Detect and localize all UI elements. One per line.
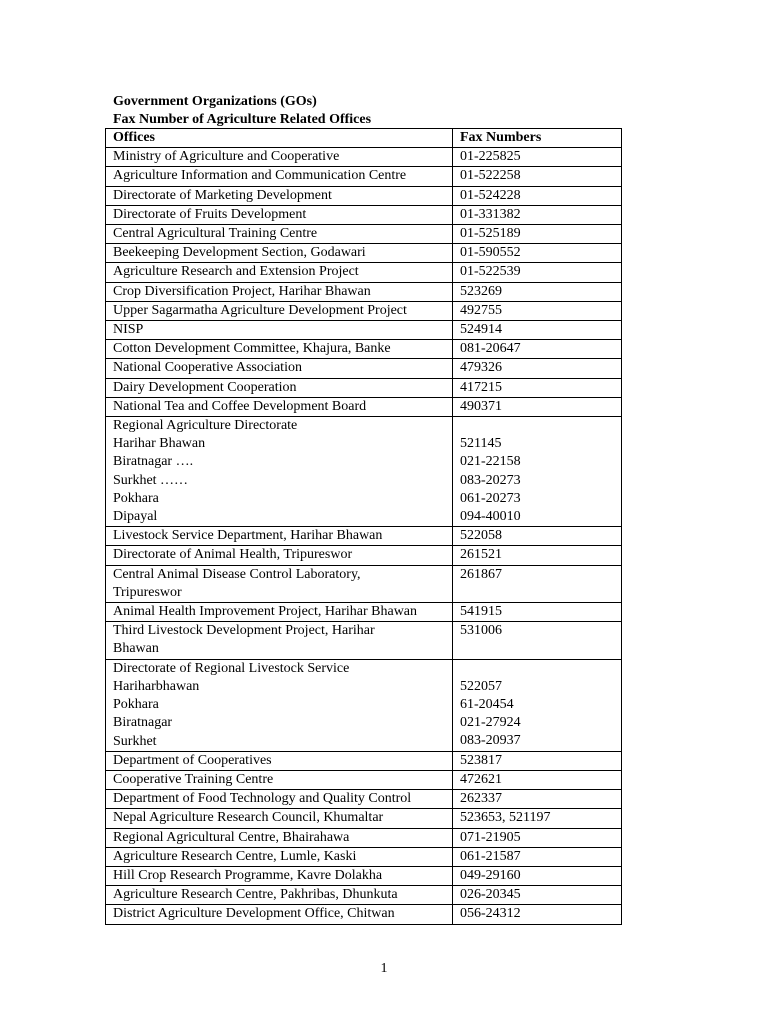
office-cell bbox=[106, 244, 453, 263]
fax-cell bbox=[453, 659, 622, 751]
fax-number: 479326 bbox=[460, 360, 502, 376]
office-name: Ministry of Agriculture and Cooperative bbox=[113, 149, 340, 165]
office-name: Agriculture Research and Extension Project bbox=[113, 264, 359, 280]
office-cell bbox=[106, 225, 453, 244]
office-cell bbox=[106, 546, 453, 565]
fax-number: 523817 bbox=[460, 752, 502, 768]
office-name: Dairy Development Cooperation bbox=[113, 379, 297, 395]
office-cell bbox=[106, 659, 453, 751]
table-row bbox=[106, 359, 622, 378]
fax-number: 01-525189 bbox=[460, 226, 521, 242]
fax-number: 417215 bbox=[460, 379, 502, 395]
fax-cell bbox=[453, 397, 622, 416]
fax-number: 522057 bbox=[460, 678, 502, 694]
fax-number: 026-20345 bbox=[460, 887, 521, 903]
office-cell bbox=[106, 905, 453, 924]
office-cell bbox=[106, 282, 453, 301]
table-row bbox=[106, 886, 622, 905]
office-name: Nepal Agriculture Research Council, Khumaltar bbox=[113, 810, 384, 826]
fax-cell bbox=[453, 282, 622, 301]
fax-number: 262337 bbox=[460, 791, 502, 807]
table-row bbox=[106, 905, 622, 924]
fax-table bbox=[105, 128, 622, 925]
office-cell bbox=[106, 321, 453, 340]
fax-cell bbox=[453, 905, 622, 924]
office-name: Biratnagar bbox=[113, 715, 173, 731]
office-cell bbox=[106, 622, 453, 659]
table-row bbox=[106, 809, 622, 828]
table-row bbox=[106, 378, 622, 397]
office-name: Regional Agricultural Centre, Bhairahawa bbox=[113, 829, 350, 845]
table-row bbox=[106, 263, 622, 282]
office-name: Regional Agriculture Directorate bbox=[113, 418, 298, 434]
fax-number: 021-22158 bbox=[460, 454, 521, 470]
office-cell bbox=[106, 378, 453, 397]
table-row bbox=[106, 186, 622, 205]
office-name: Department of Cooperatives bbox=[113, 752, 272, 768]
office-cell bbox=[106, 205, 453, 224]
office-cell bbox=[106, 847, 453, 866]
fax-cell bbox=[453, 828, 622, 847]
office-cell bbox=[106, 565, 453, 602]
office-cell bbox=[106, 359, 453, 378]
office-name: Third Livestock Development Project, Harihar bbox=[113, 623, 375, 639]
office-cell bbox=[106, 340, 453, 359]
fax-number: 541915 bbox=[460, 604, 502, 620]
office-name: Tripureswor bbox=[113, 584, 182, 600]
office-name: Biratnagar …. bbox=[113, 454, 194, 470]
table-row bbox=[106, 622, 622, 659]
table-row bbox=[106, 659, 622, 751]
office-name: Central Agricultural Training Centre bbox=[113, 226, 318, 242]
office-cell bbox=[106, 167, 453, 186]
fax-cell bbox=[453, 148, 622, 167]
fax-cell bbox=[453, 527, 622, 546]
fax-number: 071-21905 bbox=[460, 829, 521, 845]
table-row bbox=[106, 148, 622, 167]
fax-number: 01-331382 bbox=[460, 206, 521, 222]
table-row bbox=[106, 847, 622, 866]
fax-cell bbox=[453, 301, 622, 320]
fax-number: 049-29160 bbox=[460, 867, 521, 883]
fax-cell bbox=[453, 244, 622, 263]
fax-cell bbox=[453, 866, 622, 885]
fax-cell bbox=[453, 565, 622, 602]
fax-number: 01-590552 bbox=[460, 245, 521, 261]
fax-cell bbox=[453, 790, 622, 809]
fax-number: 472621 bbox=[460, 771, 502, 787]
fax-number: 523269 bbox=[460, 283, 502, 299]
fax-cell bbox=[453, 603, 622, 622]
office-cell bbox=[106, 751, 453, 770]
fax-cell bbox=[453, 340, 622, 359]
fax-number: 522058 bbox=[460, 528, 502, 544]
fax-cell bbox=[453, 167, 622, 186]
office-name: Hill Crop Research Programme, Kavre Dolakha bbox=[113, 867, 383, 883]
office-name: Harihar Bhawan bbox=[113, 436, 206, 452]
fax-number: 490371 bbox=[460, 398, 502, 414]
office-cell bbox=[106, 886, 453, 905]
office-name: Central Animal Disease Control Laboratory, bbox=[113, 566, 361, 582]
table-row bbox=[106, 205, 622, 224]
office-cell bbox=[106, 186, 453, 205]
fax-cell bbox=[453, 321, 622, 340]
table-row bbox=[106, 417, 622, 527]
office-name: Directorate of Marketing Development bbox=[113, 187, 332, 203]
table-row bbox=[106, 340, 622, 359]
fax-spacer bbox=[460, 660, 621, 678]
fax-number: 056-24312 bbox=[460, 906, 521, 922]
fax-cell bbox=[453, 263, 622, 282]
office-name: Cooperative Training Centre bbox=[113, 771, 274, 787]
office-name: Directorate of Regional Livestock Service bbox=[113, 660, 350, 676]
office-name: District Agriculture Development Office, Chitwan bbox=[113, 906, 395, 922]
table-row bbox=[106, 790, 622, 809]
fax-number: 081-20647 bbox=[460, 341, 521, 357]
office-cell bbox=[106, 148, 453, 167]
fax-number: 524914 bbox=[460, 322, 502, 338]
fax-table-body bbox=[106, 148, 622, 924]
fax-number: 061-21587 bbox=[460, 848, 521, 864]
office-cell bbox=[106, 770, 453, 789]
office-name: National Cooperative Association bbox=[113, 360, 302, 376]
office-cell bbox=[106, 397, 453, 416]
fax-cell bbox=[453, 186, 622, 205]
document-title: Government Organizations (GOs) bbox=[113, 94, 317, 109]
office-name: Surkhet bbox=[113, 733, 157, 749]
fax-cell bbox=[453, 205, 622, 224]
office-cell bbox=[106, 866, 453, 885]
fax-number: 523653, 521197 bbox=[460, 810, 551, 826]
fax-cell bbox=[453, 886, 622, 905]
office-name: National Tea and Coffee Development Board bbox=[113, 398, 367, 414]
fax-number: 492755 bbox=[460, 302, 502, 318]
fax-number: 01-522539 bbox=[460, 264, 521, 280]
fax-cell bbox=[453, 225, 622, 244]
office-name: Hariharbhawan bbox=[113, 678, 200, 694]
office-cell bbox=[106, 809, 453, 828]
table-row bbox=[106, 565, 622, 602]
office-name: Beekeeping Development Section, Godawari bbox=[113, 245, 366, 261]
offices-column-header: Offices bbox=[106, 129, 453, 148]
fax-cell bbox=[453, 417, 622, 527]
office-name: Directorate of Fruits Development bbox=[113, 206, 307, 222]
office-name: Department of Food Technology and Quality Control bbox=[113, 791, 412, 807]
fax-cell bbox=[453, 622, 622, 659]
fax-cell bbox=[453, 546, 622, 565]
fax-number: 094-40010 bbox=[460, 509, 521, 525]
office-name: Bhawan bbox=[113, 641, 159, 657]
fax-number: 01-524228 bbox=[460, 187, 521, 203]
table-row bbox=[106, 603, 622, 622]
fax-number: 01-225825 bbox=[460, 149, 521, 165]
fax-number: 061-20273 bbox=[460, 490, 521, 506]
fax-numbers-column-header: Fax Numbers bbox=[453, 129, 622, 148]
fax-number: 521145 bbox=[460, 436, 502, 452]
table-row bbox=[106, 321, 622, 340]
office-cell bbox=[106, 790, 453, 809]
fax-cell bbox=[453, 751, 622, 770]
office-cell bbox=[106, 527, 453, 546]
table-row bbox=[106, 770, 622, 789]
office-name: Crop Diversification Project, Harihar Bhawan bbox=[113, 283, 371, 299]
office-cell bbox=[106, 828, 453, 847]
office-name: Upper Sagarmatha Agriculture Development Project bbox=[113, 302, 407, 318]
fax-number: 01-522258 bbox=[460, 168, 521, 184]
office-name: Directorate of Animal Health, Tripureswor bbox=[113, 547, 353, 563]
table-header-row bbox=[106, 129, 622, 148]
table-row bbox=[106, 527, 622, 546]
table-row bbox=[106, 828, 622, 847]
fax-cell bbox=[453, 378, 622, 397]
fax-number: 261867 bbox=[460, 566, 502, 582]
table-row bbox=[106, 282, 622, 301]
office-cell bbox=[106, 417, 453, 527]
office-name: Agriculture Information and Communication Centre bbox=[113, 168, 407, 184]
office-name: Surkhet …… bbox=[113, 472, 189, 488]
table-row bbox=[106, 546, 622, 565]
office-name: Dipayal bbox=[113, 509, 158, 525]
fax-cell bbox=[453, 359, 622, 378]
fax-number: 61-20454 bbox=[460, 697, 514, 713]
office-name: NISP bbox=[113, 322, 144, 338]
office-name: Pokhara bbox=[113, 490, 159, 506]
fax-number: 083-20273 bbox=[460, 472, 521, 488]
office-cell bbox=[106, 263, 453, 282]
fax-cell bbox=[453, 847, 622, 866]
office-name: Cotton Development Committee, Khajura, Banke bbox=[113, 341, 391, 357]
office-cell bbox=[106, 603, 453, 622]
fax-number: 021-27924 bbox=[460, 715, 521, 731]
fax-number: 083-20937 bbox=[460, 733, 521, 749]
table-row bbox=[106, 301, 622, 320]
fax-number: 531006 bbox=[460, 623, 502, 639]
office-name: Pokhara bbox=[113, 697, 159, 713]
fax-spacer bbox=[460, 417, 621, 435]
table-row bbox=[106, 244, 622, 263]
fax-cell bbox=[453, 770, 622, 789]
fax-cell bbox=[453, 809, 622, 828]
office-cell bbox=[106, 301, 453, 320]
office-name: Agriculture Research Centre, Lumle, Kaski bbox=[113, 848, 357, 864]
table-row bbox=[106, 751, 622, 770]
office-name: Animal Health Improvement Project, Harihar Bhawan bbox=[113, 604, 418, 620]
table-row bbox=[106, 167, 622, 186]
office-name: Livestock Service Department, Harihar Bhawan bbox=[113, 528, 383, 544]
table-caption: Fax Number of Agriculture Related Offices bbox=[113, 112, 372, 127]
office-name: Agriculture Research Centre, Pakhribas, Dhunkuta bbox=[113, 887, 398, 903]
fax-number: 261521 bbox=[460, 547, 502, 563]
table-row bbox=[106, 225, 622, 244]
page-number: 1 bbox=[380, 961, 388, 976]
table-row bbox=[106, 397, 622, 416]
table-row bbox=[106, 866, 622, 885]
